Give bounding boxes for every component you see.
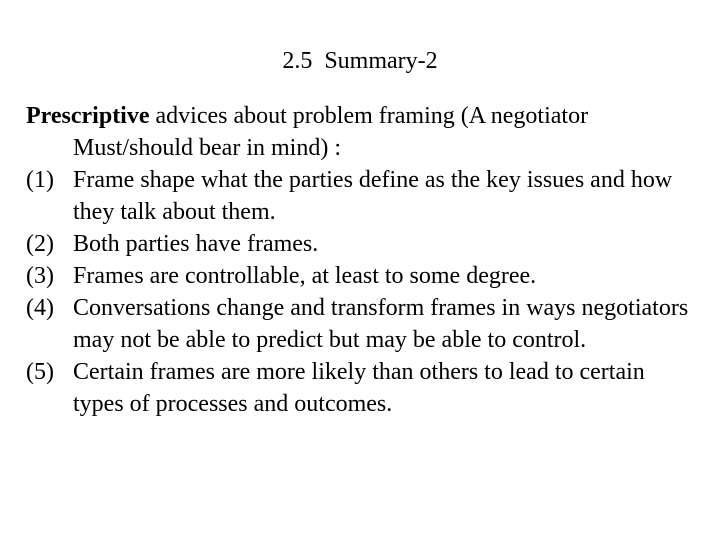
- list-item-number: (3): [26, 263, 54, 289]
- list-item-text: Frame shape what the parties define as the key issues and how they talk about them.: [73, 167, 673, 225]
- list-item-text: Both parties have frames.: [73, 231, 319, 257]
- list-item: [26, 228, 696, 260]
- list-item: [26, 292, 696, 356]
- slide-title: 2.5 Summary-2: [282, 48, 438, 74]
- list-item-text: Conversations change and transform frames in ways negotiators may not be able to predict but may be able to control.: [73, 295, 689, 353]
- list-item-number: (2): [26, 231, 54, 257]
- intro-text: advices about problem framing (A negotiator Must/should bear in mind) :: [73, 103, 589, 161]
- list-item: [26, 260, 696, 292]
- list-item-text: Certain frames are more likely than others to lead to certain types of processes and outcomes.: [73, 359, 645, 417]
- intro-paragraph: [26, 100, 696, 164]
- list-item: [26, 164, 696, 228]
- points-list: [26, 164, 696, 420]
- slide-body: [26, 100, 696, 420]
- intro-bold-term: Prescriptive: [26, 103, 150, 129]
- list-item: [26, 356, 696, 420]
- list-item-number: (4): [26, 295, 54, 321]
- list-item-text: Frames are controllable, at least to some degree.: [73, 263, 537, 289]
- list-item-number: (5): [26, 359, 54, 385]
- list-item-number: (1): [26, 167, 54, 193]
